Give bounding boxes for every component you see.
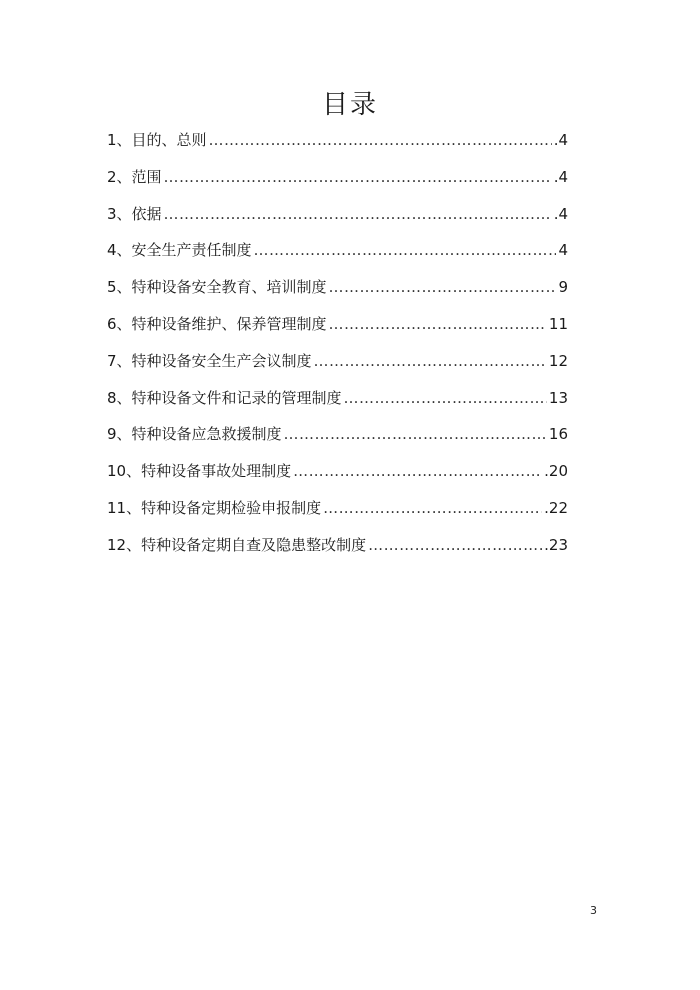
toc-entry[interactable] [107,386,568,423]
toc-entry[interactable] [107,312,568,349]
toc-entry[interactable] [107,422,568,459]
toc-dot-leader [368,533,542,557]
table-of-contents [107,128,568,570]
toc-entry[interactable] [107,165,568,202]
toc-entry-page: 4 [558,241,568,260]
toc-entry-page: 12 [548,351,568,370]
toc-entry[interactable] [107,533,568,570]
toc-entry[interactable] [107,496,568,533]
toc-entry-label: 11、特种设备定期检验申报制度 [107,498,322,517]
toc-entry-label: 3、依据 [107,204,162,223]
toc-entry-label: 7、特种设备安全生产会议制度 [107,351,312,370]
toc-entry[interactable] [107,459,568,496]
toc-entry-page: .4 [553,131,568,149]
page-number: 3 [590,904,597,917]
toc-entry-page: .23 [544,535,568,554]
toc-dot-leader [164,165,552,189]
toc-dot-leader [254,238,556,262]
toc-entry-page: .4 [553,167,568,186]
toc-entry-label: 1、目的、总则 [107,131,207,149]
toc-entry[interactable] [107,349,568,386]
toc-entry-page: .4 [553,204,568,223]
toc-entry[interactable] [107,238,568,275]
toc-dot-leader [293,459,542,483]
toc-entry-page: .22 [544,498,568,517]
toc-entry-label: 9、特种设备应急救援制度 [107,425,282,444]
toc-dot-leader [329,275,556,299]
toc-entry[interactable] [107,128,568,165]
toc-entry-page: 13 [548,388,568,407]
toc-dot-leader [209,128,552,152]
toc-entry-label: 5、特种设备安全教育、培训制度 [107,278,327,297]
toc-entry-label: 6、特种设备维护、保养管理制度 [107,314,327,333]
toc-entry-page: 9 [558,278,568,297]
toc-entry-page: .20 [544,462,568,481]
toc-title: 目录 [321,90,378,120]
toc-dot-leader [164,202,552,226]
toc-entry-page: 16 [548,425,568,444]
toc-dot-leader [314,349,547,373]
toc-dot-leader [329,312,547,336]
toc-entry[interactable] [107,202,568,239]
toc-dot-leader [344,386,547,410]
toc-dot-leader [284,422,547,446]
toc-entry[interactable] [107,275,568,312]
toc-entry-label: 2、范围 [107,167,162,186]
toc-entry-label: 8、特种设备文件和记录的管理制度 [107,388,342,407]
toc-entry-label: 10、特种设备事故处理制度 [107,462,292,481]
toc-entry-page: 11 [548,314,568,333]
toc-entry-label: 4、安全生产责任制度 [107,241,252,260]
toc-dot-leader [323,496,542,520]
toc-entry-label: 12、特种设备定期自查及隐患整改制度 [107,535,367,554]
